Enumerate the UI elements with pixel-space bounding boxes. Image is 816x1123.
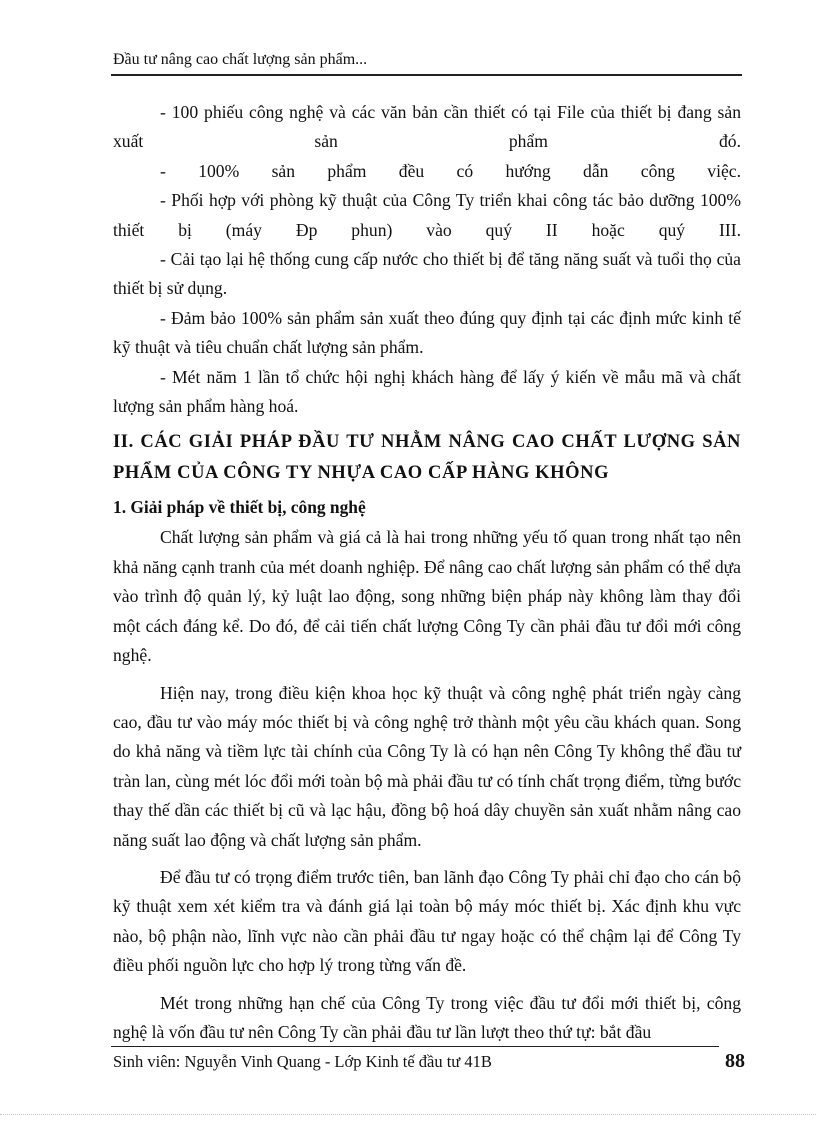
footer-student-line: Sinh viên: Nguyễn Vinh Quang - Lớp Kinh tế đầu tư 41B: [113, 1052, 492, 1071]
paragraph-spacer: [113, 671, 741, 679]
page-edge-dotted-line: [0, 1114, 816, 1115]
bullet-item: - Cải tạo lại hệ thống cung cấp nước cho thiết bị để tăng năng suất và tuổi thọ của thiết bị sử dụng.: [113, 249, 741, 299]
body-paragraph: Hiện nay, trong điều kiện khoa học kỹ thuật và công nghệ phát triển ngày càng cao, đầu tư vào máy móc thiết bị và công nghệ trở thành một yêu cầu khách quan. Song do khả năng và tiềm lực tài chính của Công Ty là có hạn nên Công Ty không thể đầu tư tràn lan, cùng mét lóc đổi mới toàn bộ mà phải đầu tư có tính chất trọng điểm, từng bước thay thế dần các thiết bị cũ và lạc hậu, đồng bộ hoá dây chuyền sản xuất nhằm nâng cao năng suất lao động và chất lượng sản phẩm.: [113, 682, 741, 850]
body-paragraph: Để đầu tư có trọng điểm trước tiên, ban lãnh đạo Công Ty phải chỉ đạo cho cán bộ kỹ thuật xem xét kiểm tra và đánh giá lại toàn bộ máy móc thiết bị. Xác định khu vực nào, bộ phận nào, lĩnh vực nào cần phải đầu tư ngay hoặc có thể chậm lại để Công Ty điều phối nguồn lực cho hợp lý trong từng vấn đề.: [113, 866, 741, 976]
bullet-item: - 100 phiếu công nghệ và các văn bản cần thiết có tại File của thiết bị đang sản xuất sản phẩm đó.: [113, 102, 741, 152]
bullet-item: - Mét năm 1 lần tổ chức hội nghị khách hàng để lấy ý kiến về mẫu mã và chất lượng sản phẩm hàng hoá.: [113, 366, 741, 417]
subsection-heading: 1. Giải pháp về thiết bị, công nghệ: [113, 497, 366, 518]
page-number: 88: [725, 1050, 745, 1072]
paragraph-spacer: [113, 981, 741, 989]
bullet-item: - 100% sản phẩm đều có hướng dẫn công việc.: [160, 160, 741, 181]
footer-rule: [111, 1046, 719, 1047]
bullet-item: - Phối hợp với phòng kỹ thuật của Công Ty triển khai công tác bảo dưỡng 100% thiết bị (máy Đp phun) vào quý II hoặc quý III.: [113, 190, 741, 240]
running-header: Đầu tư nâng cao chất lượng sản phẩm...: [113, 51, 368, 68]
section-heading: II. CÁC GIẢI PHÁP ĐẦU TƯ NHẰM NÂNG CAO CHẤT LƯỢNG SẢN PHẨM CỦA CÔNG TY NHỰA CAO CẤP HÀNG KHÔNG: [113, 432, 741, 484]
body-paragraph: Mét trong những hạn chế của Công Ty trong việc đầu tư đổi mới thiết bị, công nghệ là vốn đầu tư nên Công Ty cần phải đầu tư lần lượt theo thứ tự: bắt đầu: [113, 992, 741, 1042]
paragraph-spacer: [113, 855, 741, 863]
bullet-item: - Đảm bảo 100% sản phẩm sản xuất theo đúng quy định tại các định mức kinh tế kỹ thuật và tiêu chuẩn chất lượng sản phẩm.: [113, 307, 741, 358]
header-rule: [111, 74, 742, 76]
body-paragraph: Chất lượng sản phẩm và giá cả là hai trong những yếu tố quan trong nhất tạo nên khả năng cạnh tranh của mét doanh nghiệp. Để nâng cao chất lượng sản phẩm có thể dựa vào trình độ quản lý, kỷ luật lao động, song những biện pháp này không làm thay đổi một cách đáng kể. Do đó, để cải tiến chất lượng Công Ty cần phải đầu tư đổi mới công nghệ.: [113, 527, 741, 666]
page-body: [113, 98, 741, 1047]
